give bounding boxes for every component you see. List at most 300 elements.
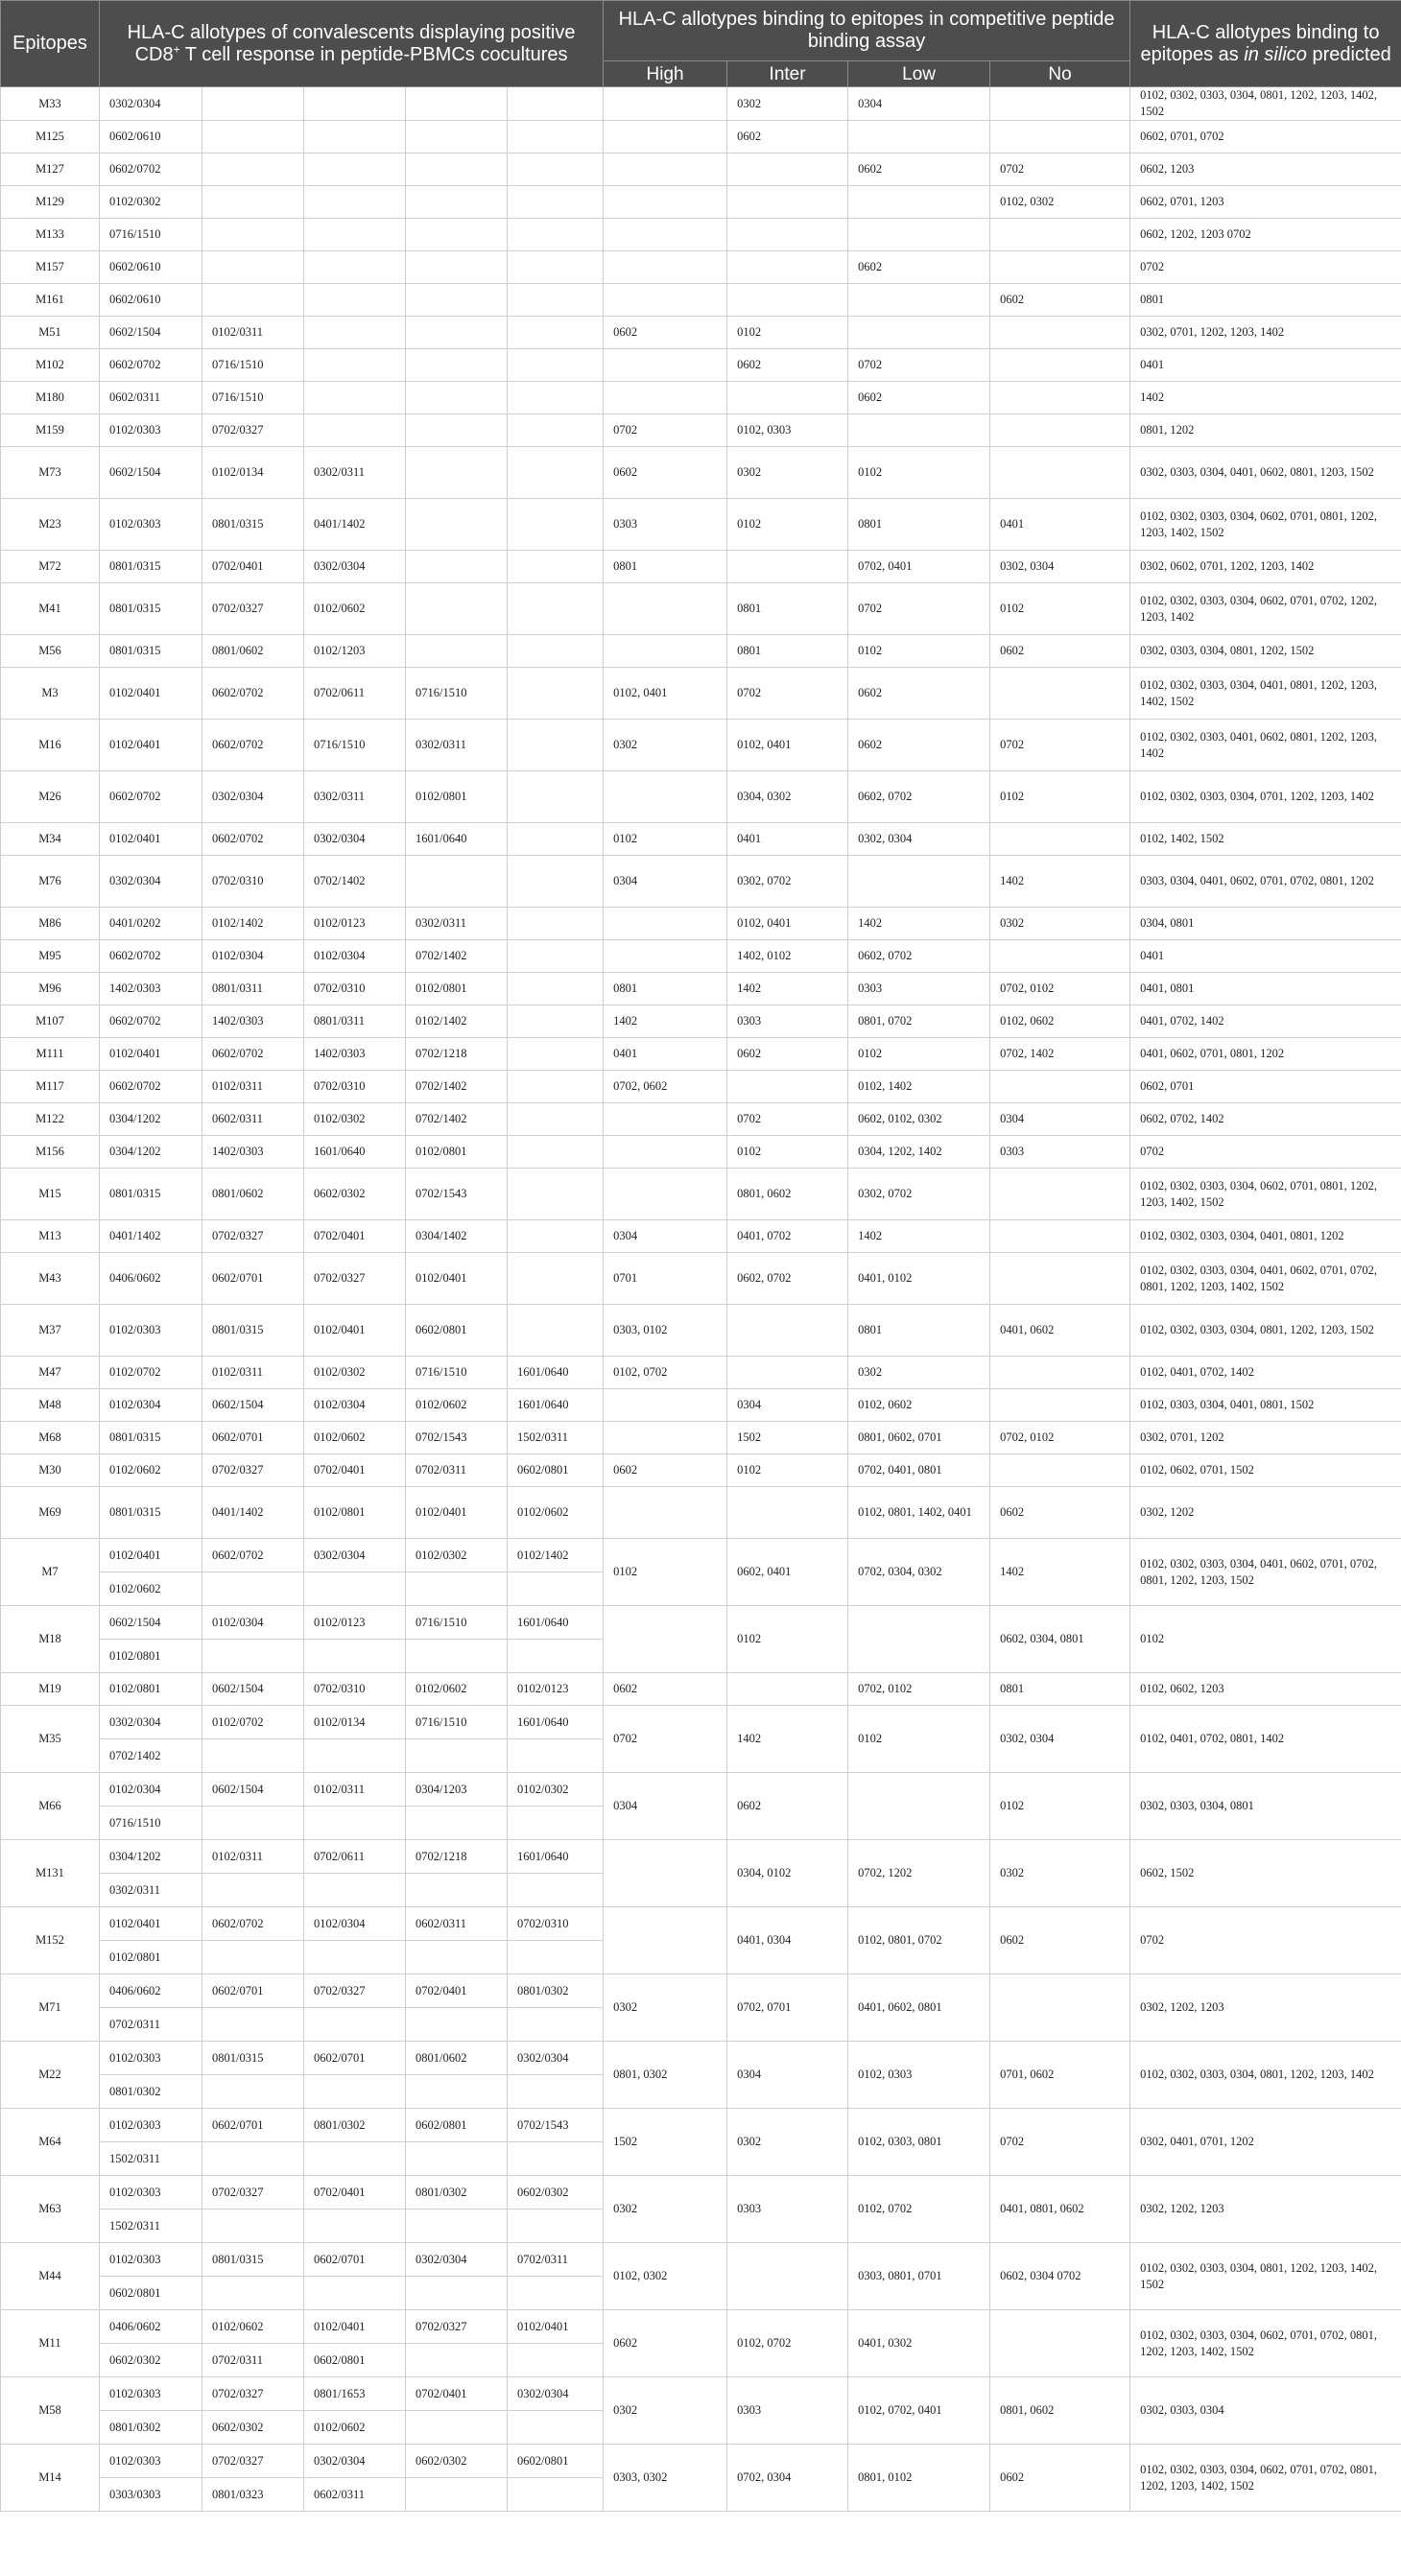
table-cell: 0304	[604, 1220, 727, 1253]
table-cell: 0602/0701	[202, 1253, 304, 1305]
table-cell: 0602/0701	[202, 1974, 304, 2008]
table-cell: 0102/0304	[100, 1389, 202, 1422]
table-cell	[848, 856, 990, 908]
table-cell	[508, 1220, 604, 1253]
table-cell: 0702	[848, 349, 990, 382]
table-row	[1, 121, 1401, 154]
table-row	[1, 447, 1401, 499]
table-cell: 0801/0323	[202, 2478, 304, 2512]
table-cell: 0102, 0602, 0701, 1502	[1130, 1454, 1401, 1487]
table-cell	[406, 1807, 508, 1840]
table-cell: 0102/0303	[100, 2042, 202, 2075]
table-row	[1, 583, 1401, 635]
table-cell: 0702/0401	[304, 1454, 406, 1487]
table-cell: 0602/0610	[100, 251, 202, 284]
table-cell: 0102/0303	[100, 2243, 202, 2277]
table-cell	[604, 1136, 727, 1169]
epitope-cell: M102	[1, 349, 100, 382]
table-cell	[508, 856, 604, 908]
table-cell: 0302	[604, 720, 727, 771]
table-row	[1, 1840, 1401, 1874]
table-row	[1, 1487, 1401, 1539]
table-cell: 0801, 0302	[604, 2042, 727, 2109]
table-cell: 0801	[848, 499, 990, 551]
table-cell	[406, 154, 508, 186]
table-cell: 0602, 1502	[1130, 1840, 1401, 1907]
table-cell	[304, 219, 406, 251]
table-cell: 0304/1203	[406, 1773, 508, 1807]
epitope-cell: M7	[1, 1539, 100, 1606]
table-cell	[304, 1941, 406, 1974]
table-cell: 0102/0302	[508, 1773, 604, 1807]
table-cell: 0602	[990, 635, 1130, 668]
table-cell: 0102, 0401	[727, 720, 848, 771]
table-cell: 0302/0304	[304, 823, 406, 856]
table-cell: 0716/1510	[100, 219, 202, 251]
table-cell: 0102/0401	[304, 1305, 406, 1357]
table-cell: 0716/1510	[202, 382, 304, 414]
table-cell: 0702	[1130, 1136, 1401, 1169]
table-cell: 0801, 0102	[848, 2445, 990, 2512]
table-cell	[990, 121, 1130, 154]
table-cell	[406, 349, 508, 382]
table-row	[1, 1422, 1401, 1454]
table-cell: 0602	[990, 284, 1130, 317]
table-cell	[604, 284, 727, 317]
table-cell: 0102/0401	[304, 2310, 406, 2344]
table-cell	[202, 1572, 304, 1606]
epitope-cell: M111	[1, 1038, 100, 1071]
table-cell: 0602	[848, 251, 990, 284]
table-cell	[508, 121, 604, 154]
table-cell: 0602/0702	[202, 1907, 304, 1941]
table-cell: 0102/0303	[100, 2377, 202, 2411]
table-cell: 0102, 0302, 0303, 0304, 0602, 0701, 0702, 0801, 1202, 1203, 1402, 1502	[1130, 2445, 1401, 2512]
table-cell: 0801/0302	[100, 2075, 202, 2109]
table-cell: 0401, 0702, 1402	[1130, 1005, 1401, 1038]
table-cell: 0801, 0602, 0701	[848, 1422, 990, 1454]
table-row	[1, 382, 1401, 414]
epitope-cell: M157	[1, 251, 100, 284]
table-cell: 0702/0310	[304, 1673, 406, 1706]
header-inter: Inter	[727, 61, 848, 87]
table-cell	[508, 2344, 604, 2377]
table-cell	[508, 583, 604, 635]
table-cell: 0801	[727, 635, 848, 668]
table-cell: 0102/0702	[100, 1357, 202, 1389]
epitope-cell: M76	[1, 856, 100, 908]
table-cell: 0102, 0302, 0303, 0304, 0602, 0701, 0801, 1202, 1203, 1402, 1502	[1130, 1169, 1401, 1220]
table-cell: 0102/0801	[406, 1136, 508, 1169]
epitope-cell: M86	[1, 908, 100, 940]
table-cell: 0602/1504	[202, 1673, 304, 1706]
table-cell: 0602, 0701, 0702	[1130, 121, 1401, 154]
table-row	[1, 940, 1401, 973]
table-cell	[508, 1572, 604, 1606]
table-cell: 0702	[604, 1706, 727, 1773]
table-cell: 0716/1510	[100, 1807, 202, 1840]
table-cell: 0302	[990, 908, 1130, 940]
table-cell	[508, 251, 604, 284]
epitope-cell: M71	[1, 1974, 100, 2042]
table-cell: 0102/0302	[406, 1539, 508, 1572]
table-cell: 0102/0602	[304, 2411, 406, 2445]
table-cell: 0702/0401	[406, 2377, 508, 2411]
table-cell: 0102, 0401, 0702, 0801, 1402	[1130, 1706, 1401, 1773]
table-cell: 0102	[727, 1136, 848, 1169]
table-cell	[202, 1941, 304, 1974]
table-cell: 0102, 0302, 0303, 0304, 0801, 1202, 1203, 1402, 1502	[1130, 2243, 1401, 2310]
table-cell: 0702, 0401, 0801	[848, 1454, 990, 1487]
table-cell: 0303, 0302	[604, 2445, 727, 2512]
table-cell: 0304, 0801	[1130, 908, 1401, 940]
epitope-cell: M33	[1, 87, 100, 121]
table-cell: 0302, 0303, 0304, 0401, 0602, 0801, 1203, 1502	[1130, 447, 1401, 499]
table-cell	[508, 720, 604, 771]
table-cell: 0401, 0602	[990, 1305, 1130, 1357]
table-cell	[304, 317, 406, 349]
table-cell: 0102	[727, 499, 848, 551]
table-cell: 0702/0311	[100, 2008, 202, 2042]
table-cell: 0801	[727, 583, 848, 635]
epitope-cell: M23	[1, 499, 100, 551]
table-cell: 1601/0640	[508, 1389, 604, 1422]
table-cell: 0602	[604, 317, 727, 349]
table-cell	[848, 219, 990, 251]
table-cell	[604, 908, 727, 940]
epitope-cell: M56	[1, 635, 100, 668]
table-row	[1, 186, 1401, 219]
epitope-cell: M159	[1, 414, 100, 447]
table-cell: 0302, 0304	[848, 823, 990, 856]
table-cell	[508, 154, 604, 186]
table-cell: 0302/0304	[304, 2445, 406, 2478]
table-cell: 0702/0327	[202, 2445, 304, 2478]
table-cell: 0102	[1130, 1606, 1401, 1673]
table-row	[1, 1103, 1401, 1136]
table-cell	[202, 1874, 304, 1907]
table-cell: 0702/0327	[202, 2377, 304, 2411]
table-cell	[990, 87, 1130, 121]
table-cell: 0102/0311	[202, 1071, 304, 1103]
table-cell: 1402	[1130, 382, 1401, 414]
table-row	[1, 349, 1401, 382]
table-cell	[727, 251, 848, 284]
table-cell	[406, 583, 508, 635]
table-cell: 0401	[990, 499, 1130, 551]
table-cell: 0602	[604, 447, 727, 499]
table-cell: 0702/0611	[304, 1840, 406, 1874]
table-cell: 0602	[990, 2445, 1130, 2512]
table-cell: 0102/0303	[100, 2176, 202, 2210]
table-cell	[508, 2411, 604, 2445]
table-cell: 0302, 1202	[1130, 1487, 1401, 1539]
table-cell: 0302, 0702	[727, 856, 848, 908]
table-cell: 0406/0602	[100, 1974, 202, 2008]
table-cell: 1402	[990, 856, 1130, 908]
table-row	[1, 1539, 1401, 1572]
table-cell: 0602/0701	[304, 2243, 406, 2277]
table-cell: 0102, 0302, 0303, 0304, 0401, 0602, 0701, 0702, 0801, 1202, 1203, 1502	[1130, 1539, 1401, 1606]
table-cell	[202, 284, 304, 317]
table-cell	[406, 551, 508, 583]
table-cell: 0102/0401	[100, 720, 202, 771]
table-header	[1, 1, 1401, 87]
table-cell: 0102, 0302, 0303, 0304, 0701, 1202, 1203, 1402	[1130, 771, 1401, 823]
table-cell: 1402	[848, 908, 990, 940]
table-cell: 0302, 0401, 0701, 1202	[1130, 2109, 1401, 2176]
table-cell: 0304, 0102	[727, 1840, 848, 1907]
table-cell	[304, 284, 406, 317]
table-cell: 0702, 0304	[727, 2445, 848, 2512]
table-cell	[848, 284, 990, 317]
table-cell: 0702, 0701	[727, 1974, 848, 2042]
table-cell: 0602, 0701	[1130, 1071, 1401, 1103]
table-cell	[727, 1357, 848, 1389]
table-cell: 0102/0602	[100, 1454, 202, 1487]
table-cell	[604, 382, 727, 414]
table-cell	[406, 219, 508, 251]
table-cell: 0102/0302	[304, 1357, 406, 1389]
table-cell	[508, 940, 604, 973]
table-cell: 0801/0311	[202, 973, 304, 1005]
table-cell: 0602/0702	[100, 1005, 202, 1038]
table-cell: 0102/0302	[100, 186, 202, 219]
table-cell: 0702	[727, 668, 848, 720]
epitope-cell: M180	[1, 382, 100, 414]
table-cell: 0102/0304	[202, 940, 304, 973]
table-cell: 0102/0401	[406, 1253, 508, 1305]
table-cell	[202, 121, 304, 154]
table-cell: 0702	[990, 720, 1130, 771]
table-cell: 0401, 0702	[727, 1220, 848, 1253]
epitope-cell: M34	[1, 823, 100, 856]
table-row	[1, 1038, 1401, 1071]
table-cell: 0801	[1130, 284, 1401, 317]
table-cell: 0716/1510	[406, 668, 508, 720]
table-cell: 0304/1202	[100, 1136, 202, 1169]
table-cell: 0702/0327	[202, 1454, 304, 1487]
table-cell: 0102/0123	[304, 908, 406, 940]
epitope-cell: M18	[1, 1606, 100, 1673]
table-cell: 1601/0640	[508, 1840, 604, 1874]
table-cell: 0602/0701	[202, 1422, 304, 1454]
table-cell: 0302/0304	[202, 771, 304, 823]
table-cell: 0702/1543	[406, 1422, 508, 1454]
table-cell: 0401/0202	[100, 908, 202, 940]
table-cell	[406, 251, 508, 284]
table-row	[1, 2445, 1401, 2478]
epitope-cell: M16	[1, 720, 100, 771]
table-cell: 0602	[990, 1907, 1130, 1974]
table-cell: 0303/0303	[100, 2478, 202, 2512]
epitope-cell: M66	[1, 1773, 100, 1840]
table-cell: 0302	[604, 1974, 727, 2042]
table-cell: 0401, 0602, 0801	[848, 1974, 990, 2042]
table-cell	[508, 1103, 604, 1136]
table-cell	[202, 154, 304, 186]
table-cell: 0801/0602	[202, 635, 304, 668]
table-cell: 0303, 0304, 0401, 0602, 0701, 0702, 0801, 1202	[1130, 856, 1401, 908]
table-cell: 0602	[604, 1673, 727, 1706]
table-cell: 0102/0304	[100, 1773, 202, 1807]
header-epitopes: Epitopes	[1, 1, 100, 87]
table-cell	[406, 856, 508, 908]
table-cell: 0702, 0602	[604, 1071, 727, 1103]
table-cell: 0801	[990, 1673, 1130, 1706]
table-cell: 0303	[604, 499, 727, 551]
table-cell: 0303	[848, 973, 990, 1005]
table-cell: 0102/0304	[304, 1907, 406, 1941]
epitope-cell: M131	[1, 1840, 100, 1907]
table-cell	[304, 1807, 406, 1840]
table-cell: 0602/0311	[202, 1103, 304, 1136]
table-row	[1, 1673, 1401, 1706]
table-cell: 0401	[727, 823, 848, 856]
table-cell	[202, 2008, 304, 2042]
table-cell: 1502	[727, 1422, 848, 1454]
table-cell: 0602	[604, 2310, 727, 2377]
table-cell	[990, 1454, 1130, 1487]
table-cell	[508, 2277, 604, 2310]
table-cell	[304, 1739, 406, 1773]
table-cell	[304, 2142, 406, 2176]
table-cell	[604, 1169, 727, 1220]
table-cell	[406, 499, 508, 551]
table-cell: 1502/0311	[100, 2142, 202, 2176]
table-cell	[604, 121, 727, 154]
epitope-cell: M127	[1, 154, 100, 186]
table-cell: 0702/0310	[304, 1071, 406, 1103]
table-row	[1, 1907, 1401, 1941]
table-cell: 0602/0702	[100, 349, 202, 382]
table-cell	[848, 186, 990, 219]
table-cell: 0102/0602	[100, 1572, 202, 1606]
table-cell	[406, 2008, 508, 2042]
table-cell	[508, 2142, 604, 2176]
table-cell: 0801/0315	[202, 2042, 304, 2075]
table-cell	[990, 1974, 1130, 2042]
table-cell: 0801/1653	[304, 2377, 406, 2411]
table-cell: 0102/1402	[202, 908, 304, 940]
table-cell: 0302/0304	[100, 856, 202, 908]
table-cell	[727, 1487, 848, 1539]
table-row	[1, 2310, 1401, 2344]
table-cell: 0102, 0801, 1402, 0401	[848, 1487, 990, 1539]
table-cell: 0102, 0302, 0303, 0304, 0801, 1202, 1203, 1402, 1502	[1130, 87, 1401, 121]
table-cell	[604, 583, 727, 635]
table-cell	[508, 2075, 604, 2109]
table-cell: 0102/0134	[304, 1706, 406, 1739]
table-cell: 0702/1402	[406, 940, 508, 973]
table-cell	[406, 317, 508, 349]
table-cell: 0602	[848, 382, 990, 414]
table-cell: 1402/0303	[304, 1038, 406, 1071]
header-low: Low	[848, 61, 990, 87]
table-cell: 1402	[848, 1220, 990, 1253]
table-cell: 0602, 0702	[848, 771, 990, 823]
table-cell	[406, 2142, 508, 2176]
table-cell: 0716/1510	[406, 1706, 508, 1739]
table-cell: 0102/0401	[100, 1907, 202, 1941]
table-cell: 0702, 0102	[990, 1422, 1130, 1454]
table-cell	[406, 87, 508, 121]
table-cell: 0702/0310	[304, 973, 406, 1005]
table-cell: 0304	[604, 1773, 727, 1840]
header-no: No	[990, 61, 1130, 87]
table-cell: 0602/0302	[406, 2445, 508, 2478]
table-cell: 0401, 0102	[848, 1253, 990, 1305]
table-cell	[990, 317, 1130, 349]
table-cell: 0302/0304	[508, 2377, 604, 2411]
table-cell: 0102/0123	[304, 1606, 406, 1640]
table-row	[1, 2377, 1401, 2411]
table-cell	[990, 1253, 1130, 1305]
table-cell: 0602/1504	[202, 1773, 304, 1807]
table-cell: 0102/0401	[100, 823, 202, 856]
table-cell: 0602/1504	[100, 317, 202, 349]
table-cell	[990, 823, 1130, 856]
table-cell: 1601/0640	[508, 1606, 604, 1640]
table-cell: 0302, 0303, 0304	[1130, 2377, 1401, 2445]
header-insilico: HLA-C allotypes binding to epitopes as in silico predicted	[1130, 1, 1401, 87]
table-cell: 0702/0327	[202, 583, 304, 635]
table-cell: 0716/1510	[304, 720, 406, 771]
epitope-cell: M22	[1, 2042, 100, 2109]
table-cell: 1502	[604, 2109, 727, 2176]
table-cell	[406, 1640, 508, 1673]
table-cell	[304, 2008, 406, 2042]
table-cell	[304, 2075, 406, 2109]
table-cell: 0602/0302	[202, 2411, 304, 2445]
table-row	[1, 635, 1401, 668]
table-cell: 0602, 0702	[727, 1253, 848, 1305]
table-cell	[406, 447, 508, 499]
table-cell: 0302/0304	[100, 1706, 202, 1739]
table-row	[1, 823, 1401, 856]
table-cell: 0302/0311	[304, 447, 406, 499]
table-row	[1, 317, 1401, 349]
table-cell: 0102	[727, 317, 848, 349]
table-cell: 0102, 0302, 0303, 0304, 0801, 1202, 1203, 1402	[1130, 2042, 1401, 2109]
table-cell	[604, 1389, 727, 1422]
table-cell	[990, 382, 1130, 414]
table-cell: 0702/1218	[406, 1840, 508, 1874]
table-cell	[508, 1038, 604, 1071]
table-cell	[727, 1071, 848, 1103]
table-cell: 0602, 0702	[848, 940, 990, 973]
table-cell: 0102/0303	[100, 1305, 202, 1357]
table-cell: 0102/0401	[508, 2310, 604, 2344]
table-cell: 0801, 0702	[848, 1005, 990, 1038]
table-cell: 0102, 0302, 0303, 0304, 0602, 0701, 0801, 1202, 1203, 1402, 1502	[1130, 499, 1401, 551]
table-cell: 1402	[727, 1706, 848, 1773]
table-cell: 0702/0327	[202, 2176, 304, 2210]
table-cell: 0102/0702	[202, 1706, 304, 1739]
table-cell	[990, 1357, 1130, 1389]
table-cell	[508, 1136, 604, 1169]
table-cell: 0102, 0302, 0303, 0304, 0401, 0801, 1202	[1130, 1220, 1401, 1253]
table-cell: 0602/0702	[100, 771, 202, 823]
table-cell: 0102, 0303	[848, 2042, 990, 2109]
table-cell: 0102/0602	[304, 583, 406, 635]
table-cell: 0602	[727, 121, 848, 154]
table-row	[1, 1253, 1401, 1305]
table-cell: 0303, 0102	[604, 1305, 727, 1357]
table-cell: 0602/0801	[304, 2344, 406, 2377]
table-cell: 0102/0303	[100, 414, 202, 447]
table-cell	[727, 551, 848, 583]
